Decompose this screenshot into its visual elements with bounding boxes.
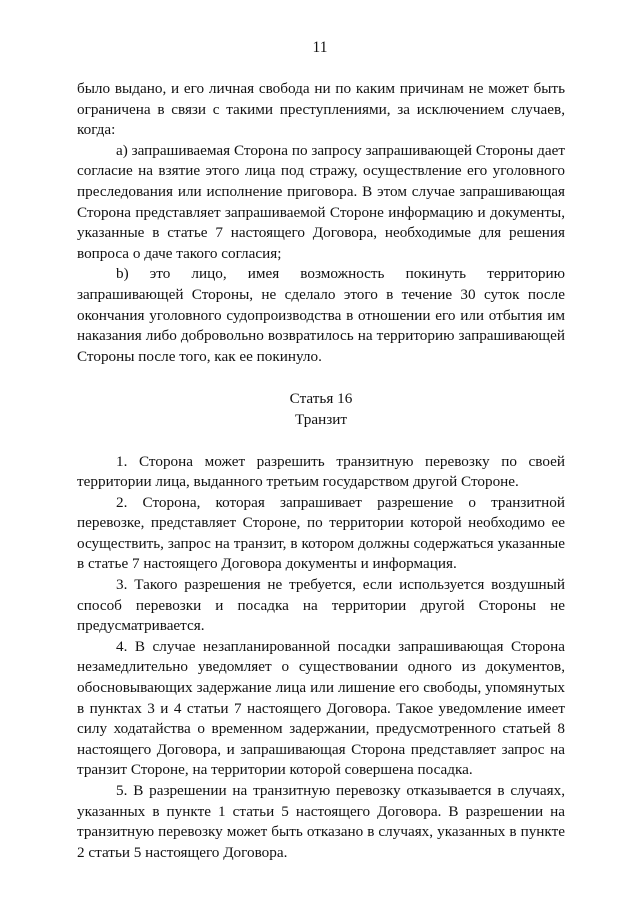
page-number: 11	[312, 39, 328, 56]
article-paragraph-4: 4. В случае незапланированной посадки запрашивающая Сторона незамедлительно уведомляет о существовании одного из документов, обосновывающих задержание лица или лишение его свободы, упомянутых в пунктах 3 и 4 статьи 7 настоящего Договора. Такое уведомление имеет силу ходатайства о временном задержании, предусмотренного статьей 8 настоящего Договора, и запрашивающая Сторона представляет запрос на транзит Стороне, на территории которой совершена посадка.	[77, 637, 565, 779]
paragraph-item-a: а) запрашиваемая Сторона по запросу запрашивающей Стороны дает согласие на взятие этого лица под стражу, осуществление его уголовного преследования или исполнение приговора. В этом случае запрашивающая Сторона представляет запрашиваемой Стороне информацию и документы, указанные в статье 7 настоящего Договора, необходимые для решения вопроса о даче такого согласия;	[77, 141, 565, 262]
article-paragraph-2: 2. Сторона, которая запрашивает разрешение о транзитной перевозке, представляет Стороне, по территории которой необходимо ее осуществить, запрос на транзит, в котором должны содержаться указанные в статье 7 настоящего Договора документы и информация.	[77, 493, 565, 573]
article-body	[77, 452, 565, 864]
article-paragraph-5: 5. В разрешении на транзитную перевозку отказывается в случаях, указанных в пункте 1 статьи 5 настоящего Договора. В разрешении на транзитную перевозку может быть отказано в случаях, указанных в пункте 2 статьи 5 настоящего Договора.	[77, 782, 565, 861]
paragraph-continuation: было выдано, и его личная свобода ни по каким причинам не может быть ограничена в связи с такими преступлениями, за исключением случаев, когда:	[77, 80, 565, 139]
paragraph-item-b: b) это лицо, имея возможность покинуть территорию запрашивающей Стороны, не сделало этого в течение 30 суток после окончания уголовного судопроизводства в отношении его или отбытия им наказания либо добровольно возвратилось на территорию запрашивающей Стороны после того, как ее покинуло.	[77, 265, 565, 365]
article-paragraph-3: 3. Такого разрешения не требуется, если используется воздушный способ перевозки и посадка на территории другой Стороны не предусматривается.	[77, 576, 565, 635]
article-title: Транзит	[295, 410, 347, 428]
article-number: Статья 16	[289, 390, 353, 408]
article-paragraph-1: 1. Сторона может разрешить транзитную перевозку по своей территории лица, выданного третьим государством другой Стороне.	[77, 452, 565, 491]
document-body	[77, 79, 565, 863]
